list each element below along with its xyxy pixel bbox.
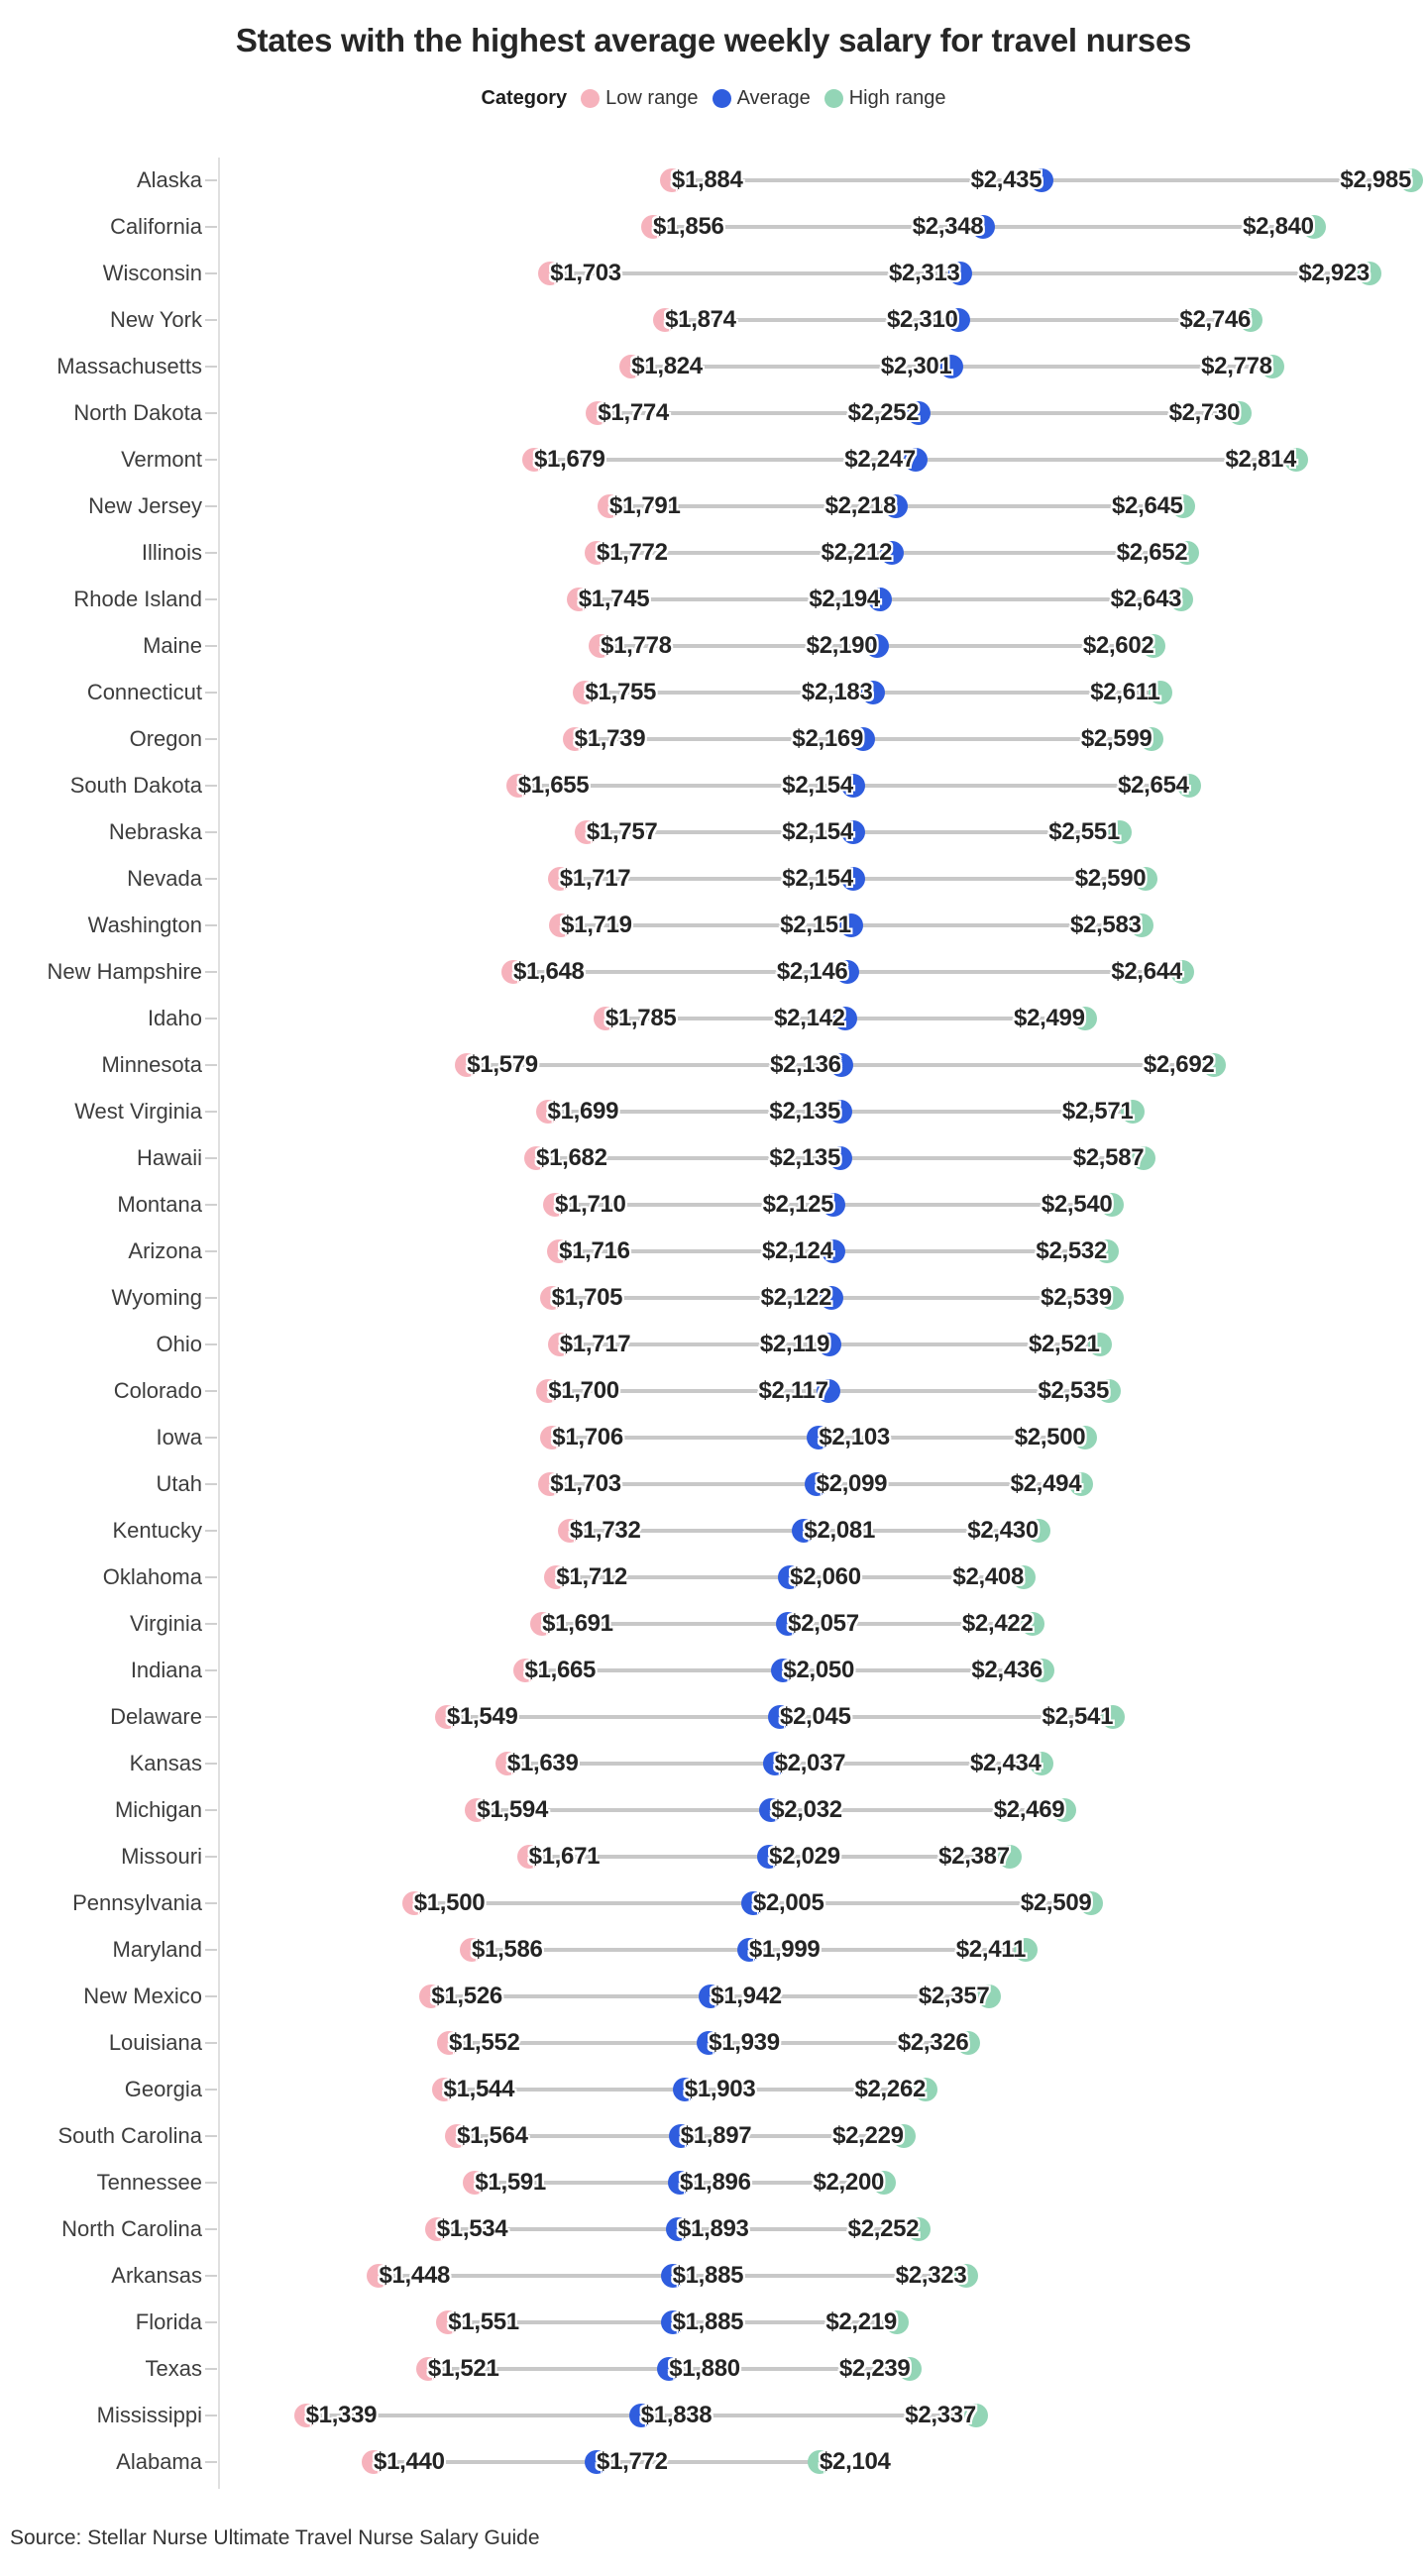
low-range-value-label: $1,564	[457, 2122, 528, 2149]
high-range-value-label: $2,499	[1014, 1005, 1085, 1031]
axis-tick	[205, 1576, 217, 1578]
low-range-value-label: $1,745	[578, 586, 650, 612]
axis-tick	[205, 1204, 217, 1206]
high-range-value-label: $2,692	[1143, 1051, 1215, 1078]
low-range-value-label: $1,682	[536, 1144, 607, 1171]
high-range-value-label: $2,411	[955, 1936, 1027, 1963]
axis-tick	[205, 2415, 217, 2416]
average-value-label: $2,348	[912, 213, 984, 240]
average-value-label: $1,942	[711, 1983, 782, 2009]
state-label: Oklahoma	[102, 1564, 202, 1589]
high-range-value-label: $2,252	[847, 2215, 920, 2242]
low-range-value-label: $1,665	[524, 1657, 597, 1683]
state-label: Alabama	[116, 2449, 202, 2474]
high-range-value-label: $2,541	[1042, 1703, 1114, 1730]
average-value-label: $2,099	[816, 1470, 888, 1497]
average-value-label: $2,081	[804, 1517, 876, 1544]
state-label: Michigan	[114, 1797, 202, 1822]
axis-tick	[205, 692, 217, 694]
high-range-value-label: $2,494	[1010, 1470, 1082, 1497]
state-label: Maryland	[112, 1937, 202, 1962]
average-value-label: $2,154	[782, 865, 853, 892]
high-range-value-label: $2,645	[1111, 492, 1183, 519]
low-range-value-label: $1,791	[608, 492, 681, 519]
axis-tick	[205, 2182, 217, 2184]
axis-tick	[205, 2321, 217, 2323]
axis-tick	[205, 1064, 217, 1066]
high-range-value-label: $2,326	[897, 2029, 969, 2056]
low-range-value-label: $1,544	[443, 2076, 515, 2102]
axis-tick	[205, 319, 217, 321]
state-label: Massachusetts	[56, 354, 202, 378]
low-range-value-label: $1,710	[555, 1191, 626, 1218]
axis-tick	[205, 1297, 217, 1299]
state-label: Idaho	[147, 1006, 202, 1030]
high-range-value-label: $2,730	[1168, 399, 1241, 426]
axis-tick	[205, 366, 217, 368]
average-value-label: $2,119	[759, 1331, 830, 1357]
state-label: Virginia	[130, 1611, 202, 1636]
low-range-value-label: $1,526	[431, 1983, 502, 2009]
axis-tick	[205, 1530, 217, 1532]
low-range-value-label: $1,772	[597, 539, 668, 566]
state-label: Minnesota	[101, 1052, 202, 1077]
low-range-value-label: $1,717	[559, 1331, 631, 1357]
average-value-label: $2,218	[824, 492, 897, 519]
average-value-label: $1,885	[672, 2308, 744, 2335]
average-value-label: $2,310	[886, 306, 958, 333]
axis-tick	[205, 598, 217, 600]
low-range-value-label: $1,639	[506, 1750, 579, 1776]
axis-tick	[205, 2275, 217, 2277]
axis-tick	[205, 459, 217, 461]
low-range-value-label: $1,824	[631, 353, 703, 379]
state-label: Hawaii	[136, 1145, 202, 1170]
legend-item-label: High range	[848, 87, 946, 109]
average-value-label: $2,136	[770, 1051, 841, 1078]
average-value-label: $2,154	[782, 772, 853, 799]
average-value-label: $2,124	[761, 1237, 833, 1264]
low-range-value-label: $1,716	[559, 1237, 630, 1264]
average-value-label: $2,435	[970, 166, 1043, 193]
axis-tick	[205, 878, 217, 880]
axis-tick	[205, 1483, 217, 1485]
high-range-value-label: $2,436	[971, 1657, 1043, 1683]
state-label: Kansas	[129, 1751, 202, 1775]
low-range-value-label: $1,591	[475, 2169, 546, 2196]
chart-title: States with the highest average weekly salary for travel nurses	[235, 22, 1192, 58]
high-range-value-label: $2,746	[1179, 306, 1252, 333]
axis-tick	[205, 1809, 217, 1811]
high-range-value-label: $2,644	[1111, 958, 1182, 985]
average-value-label: $1,880	[669, 2355, 740, 2382]
average-value-label: $2,146	[776, 958, 848, 985]
axis-tick	[205, 1390, 217, 1392]
low-range-value-label: $1,732	[569, 1517, 641, 1544]
average-value-label: $2,122	[760, 1284, 832, 1311]
high-range-value-label: $2,587	[1072, 1144, 1145, 1171]
axis-tick	[205, 2089, 217, 2091]
high-range-value-label: $2,219	[825, 2308, 897, 2335]
state-label: Rhode Island	[73, 587, 202, 611]
state-label: Pennsylvania	[72, 1890, 202, 1915]
axis-tick	[205, 785, 217, 787]
low-range-value-label: $1,739	[574, 725, 646, 752]
low-range-value-label: $1,579	[467, 1051, 538, 1078]
average-value-label: $2,151	[780, 912, 851, 938]
low-range-value-label: $1,856	[652, 213, 724, 240]
average-value-label: $2,125	[762, 1191, 834, 1218]
axis-tick	[205, 1250, 217, 1252]
state-label: Arkansas	[111, 2263, 202, 2288]
average-value-label: $2,212	[821, 539, 893, 566]
high-range-value-label: $2,654	[1118, 772, 1189, 799]
state-label: Connecticut	[86, 680, 202, 704]
low-range-value-label: $1,594	[477, 1796, 548, 1823]
state-label: Nevada	[127, 866, 202, 891]
state-label: Wyoming	[111, 1285, 202, 1310]
average-value-label: $2,183	[801, 679, 873, 705]
axis-tick	[205, 2228, 217, 2230]
high-range-value-label: $2,840	[1243, 213, 1314, 240]
low-range-value-label: $1,500	[413, 1889, 486, 1916]
high-range-value-label: $2,539	[1041, 1284, 1112, 1311]
axis-tick	[205, 1949, 217, 1951]
low-range-value-label: $1,671	[528, 1843, 601, 1870]
axis-tick	[205, 2368, 217, 2370]
average-value-label: $1,999	[748, 1936, 821, 1963]
low-range-value-label: $1,778	[601, 632, 672, 659]
average-value-label: $2,029	[769, 1843, 840, 1870]
low-range-value-label: $1,552	[448, 2029, 520, 2056]
low-range-value-label: $1,755	[585, 679, 657, 705]
state-label: Vermont	[121, 447, 202, 472]
average-value-label: $2,050	[783, 1657, 854, 1683]
high-range-value-label: $2,923	[1298, 260, 1370, 286]
low-range-value-label: $1,700	[548, 1377, 619, 1404]
state-label: New Jersey	[88, 493, 202, 518]
high-range-value-label: $2,583	[1069, 912, 1142, 938]
high-range-value-label: $2,535	[1038, 1377, 1110, 1404]
state-label: Nebraska	[108, 819, 202, 844]
high-range-value-label: $2,430	[967, 1517, 1039, 1544]
low-range-value-label: $1,705	[551, 1284, 623, 1311]
state-label: Wisconsin	[102, 261, 202, 285]
average-value-label: $1,939	[709, 2029, 780, 2056]
axis-tick	[205, 272, 217, 274]
low-range-value-label: $1,884	[671, 166, 743, 193]
average-value-label: $1,772	[597, 2448, 668, 2475]
state-label: North Dakota	[73, 400, 202, 425]
high-range-value-label: $2,500	[1014, 1424, 1086, 1450]
axis-tick	[205, 831, 217, 833]
high-range-value-label: $2,571	[1061, 1098, 1134, 1125]
average-value-label: $2,169	[792, 725, 864, 752]
high-range-value-label: $2,590	[1074, 865, 1147, 892]
low-range-value-label: $1,648	[512, 958, 585, 985]
average-value-label: $2,060	[790, 1563, 861, 1590]
average-value-label: $2,190	[806, 632, 878, 659]
average-value-label: $1,885	[672, 2262, 744, 2289]
high-range-value-label: $2,521	[1028, 1331, 1100, 1357]
axis-tick	[205, 738, 217, 740]
low-range-value-label: $1,549	[446, 1703, 518, 1730]
low-range-value-label: $1,785	[604, 1005, 677, 1031]
axis-tick	[205, 2461, 217, 2463]
high-range-value-label: $2,337	[905, 2402, 976, 2428]
axis-tick	[205, 2042, 217, 2044]
axis-tick	[205, 412, 217, 414]
average-value-label: $2,135	[769, 1144, 840, 1171]
low-range-value-label: $1,757	[586, 818, 658, 845]
legend-item-label: Low range	[605, 87, 699, 109]
state-label: Kentucky	[112, 1518, 202, 1543]
axis-tick	[205, 552, 217, 554]
average-value-label: $2,313	[889, 260, 960, 286]
high-range-value-label: $2,532	[1036, 1237, 1108, 1264]
high-range-value-label: $2,814	[1225, 446, 1297, 473]
legend-category-label: Category	[481, 87, 568, 109]
low-range-value-label: $1,699	[547, 1098, 619, 1125]
average-value-label: $2,037	[774, 1750, 846, 1776]
state-label: Alaska	[136, 167, 202, 192]
state-label: Mississippi	[96, 2403, 202, 2427]
average-value-label: $2,117	[758, 1377, 828, 1404]
state-label: North Carolina	[61, 2216, 202, 2241]
average-value-label: $2,032	[771, 1796, 842, 1823]
high-range-value-label: $2,643	[1110, 586, 1182, 612]
axis-tick	[205, 1669, 217, 1671]
axis-tick	[205, 1018, 217, 1020]
high-range-value-label: $2,104	[819, 2448, 891, 2475]
low-range-value-label: $1,679	[533, 446, 605, 473]
high-range-value-label: $2,602	[1082, 632, 1154, 659]
state-label: Oregon	[129, 726, 202, 751]
axis-tick	[205, 1111, 217, 1113]
high-range-value-label: $2,239	[838, 2355, 911, 2382]
state-label: Utah	[156, 1471, 202, 1496]
average-value-label: $1,838	[640, 2402, 713, 2428]
state-label: Tennessee	[96, 2170, 202, 2195]
state-label: Missouri	[121, 1844, 202, 1869]
low-range-value-label: $1,774	[598, 399, 669, 426]
axis-tick	[205, 1902, 217, 1904]
high-range-value-label: $2,652	[1116, 539, 1188, 566]
low-range-value-label: $1,719	[561, 912, 632, 938]
low-range-value-label: $1,655	[517, 772, 590, 799]
high-range-value-label: $2,509	[1020, 1889, 1092, 1916]
high-range-value-label: $2,434	[970, 1750, 1042, 1776]
axis-tick	[205, 1437, 217, 1439]
state-label: Texas	[145, 2356, 202, 2381]
average-value-label: $1,897	[680, 2122, 752, 2149]
axis-tick	[205, 1995, 217, 1997]
high-range-value-label: $2,200	[813, 2169, 885, 2196]
average-value-label: $2,247	[844, 446, 916, 473]
low-range-value-label: $1,339	[305, 2402, 378, 2428]
state-label: Illinois	[141, 540, 202, 565]
high-range-value-label: $2,778	[1201, 353, 1272, 379]
state-label: Georgia	[124, 2077, 202, 2101]
average-value-label: $2,194	[809, 586, 880, 612]
y-axis-line	[218, 158, 220, 2489]
axis-tick	[205, 1716, 217, 1718]
state-label: Washington	[87, 912, 202, 937]
axis-tick	[205, 1763, 217, 1765]
axis-tick	[205, 1157, 217, 1159]
low-range-value-label: $1,521	[427, 2355, 499, 2382]
high-range-value-label: $2,387	[938, 1843, 1010, 1870]
average-value-label: $2,005	[752, 1889, 824, 1916]
high-range-value-label: $2,551	[1048, 818, 1120, 845]
source-note: Source: Stellar Nurse Ultimate Travel Nurse Salary Guide	[10, 2526, 540, 2549]
state-label: Indiana	[130, 1658, 202, 1682]
axis-tick	[205, 1343, 217, 1345]
high-range-value-label: $2,323	[895, 2262, 967, 2289]
state-label: South Dakota	[69, 773, 202, 798]
state-label: Colorado	[113, 1378, 202, 1403]
state-label: West Virginia	[74, 1099, 202, 1124]
state-label: Arizona	[128, 1238, 202, 1263]
low-range-value-label: $1,691	[542, 1610, 613, 1637]
legend-item-label: Average	[736, 87, 811, 109]
high-range-value-label: $2,611	[1090, 679, 1160, 705]
state-label: Delaware	[110, 1704, 202, 1729]
state-label: Florida	[135, 2309, 202, 2334]
axis-tick	[205, 226, 217, 228]
low-range-value-label: $1,448	[379, 2262, 451, 2289]
average-value-label: $2,301	[880, 353, 952, 379]
low-range-value-label: $1,706	[552, 1424, 623, 1450]
state-label: New York	[110, 307, 202, 332]
axis-tick	[205, 2135, 217, 2137]
low-range-value-label: $1,703	[550, 260, 621, 286]
low-range-value-label: $1,703	[550, 1470, 621, 1497]
low-range-value-label: $1,440	[374, 2448, 445, 2475]
axis-tick	[205, 179, 217, 181]
average-value-label: $1,893	[678, 2215, 749, 2242]
high-range-value-label: $2,229	[832, 2122, 904, 2149]
average-value-label: $2,045	[780, 1703, 851, 1730]
state-label: New Mexico	[83, 1984, 202, 2008]
state-label: Louisiana	[108, 2030, 202, 2055]
low-range-value-label: $1,551	[448, 2308, 519, 2335]
high-range-value-label: $2,469	[993, 1796, 1065, 1823]
state-label: Ohio	[156, 1332, 202, 1356]
high-range-value-label: $2,408	[952, 1563, 1024, 1590]
high-range-value-label: $2,262	[854, 2076, 927, 2102]
average-value-label: $2,057	[788, 1610, 859, 1637]
average-value-label: $2,135	[769, 1098, 840, 1125]
average-value-label: $1,903	[684, 2076, 756, 2102]
high-range-value-label: $2,540	[1041, 1191, 1113, 1218]
high-range-value-label: $2,357	[918, 1983, 990, 2009]
state-label: Montana	[117, 1192, 202, 1217]
average-value-label: $1,896	[680, 2169, 751, 2196]
low-range-value-label: $1,717	[559, 865, 631, 892]
high-range-value-label: $2,985	[1340, 166, 1411, 193]
axis-tick	[205, 645, 217, 647]
average-value-label: $2,252	[847, 399, 920, 426]
low-range-value-label: $1,874	[665, 306, 736, 333]
low-range-value-label: $1,534	[436, 2215, 508, 2242]
state-label: New Hampshire	[47, 959, 202, 984]
high-range-value-label: $2,599	[1080, 725, 1153, 752]
state-label: Maine	[143, 633, 202, 658]
axis-tick	[205, 505, 217, 507]
average-value-label: $2,154	[782, 818, 853, 845]
axis-tick	[205, 1623, 217, 1625]
average-value-label: $2,103	[819, 1424, 890, 1450]
axis-tick	[205, 971, 217, 973]
state-label: California	[110, 214, 202, 239]
state-label: Iowa	[156, 1425, 202, 1449]
state-label: South Carolina	[57, 2123, 202, 2148]
high-range-value-label: $2,422	[961, 1610, 1034, 1637]
low-range-value-label: $1,586	[471, 1936, 543, 1963]
low-range-value-label: $1,712	[556, 1563, 627, 1590]
axis-tick	[205, 924, 217, 926]
average-value-label: $2,142	[774, 1005, 845, 1031]
axis-tick	[205, 1856, 217, 1858]
